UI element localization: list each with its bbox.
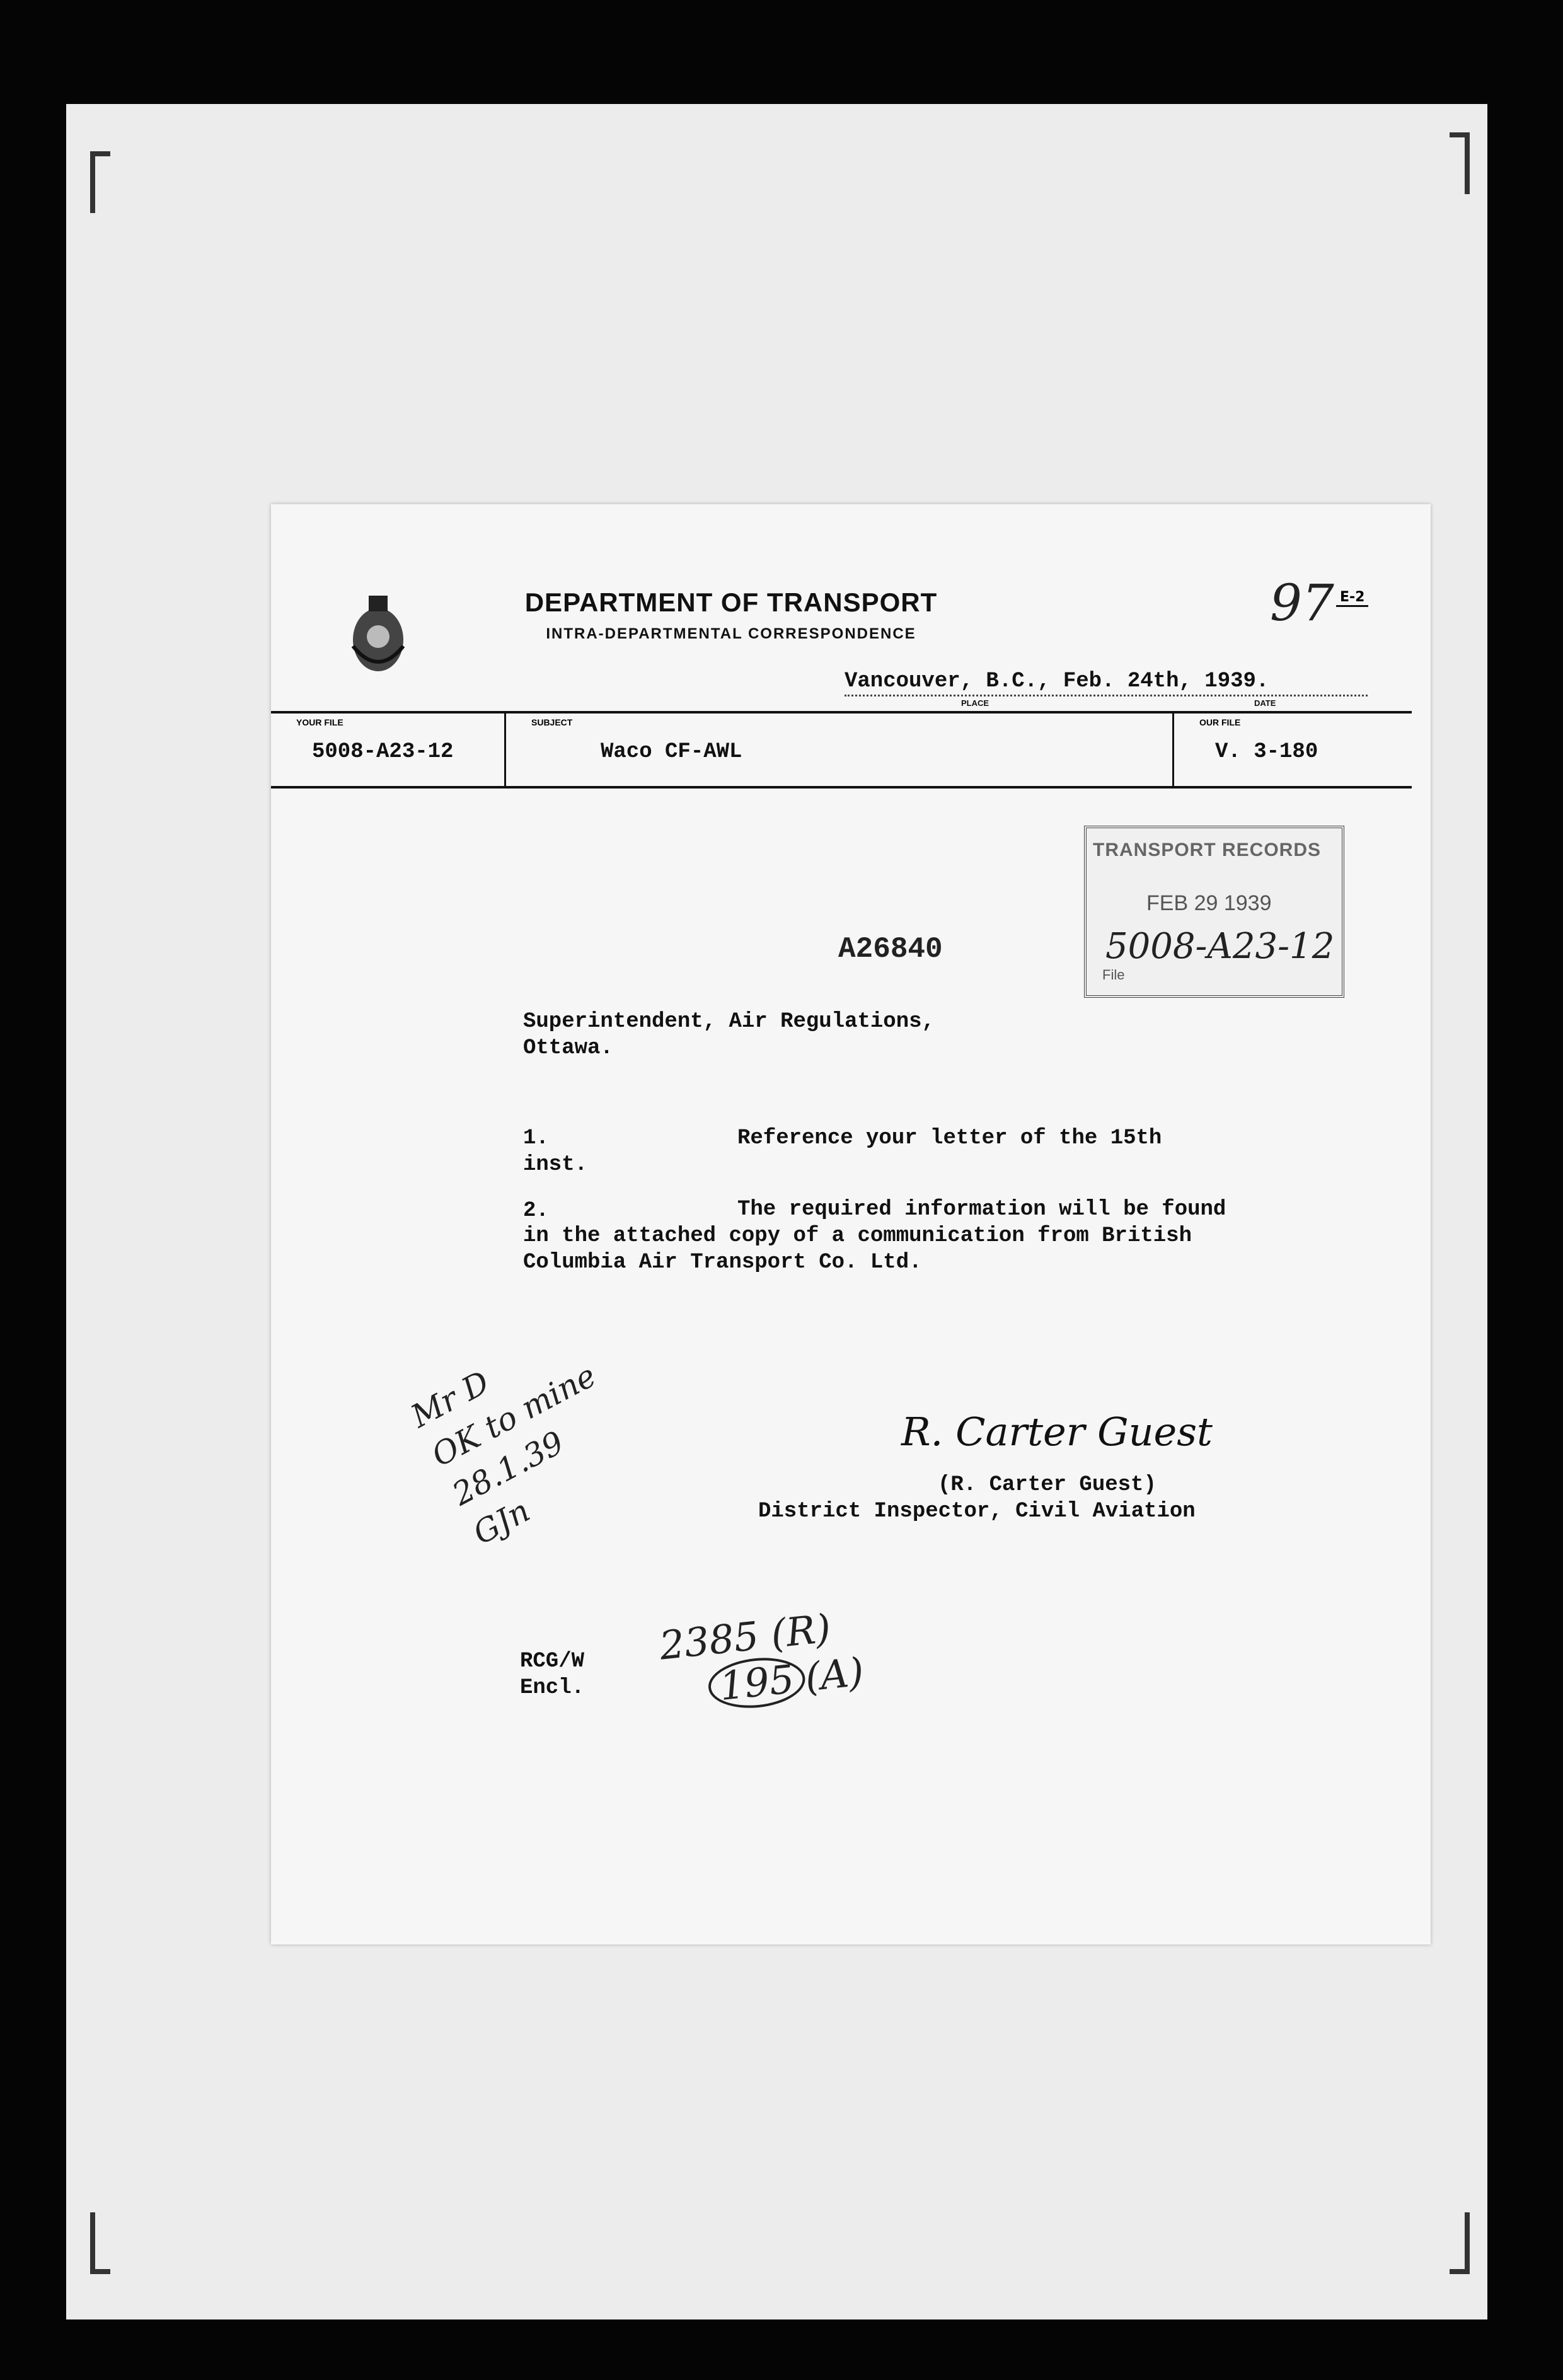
place-date-line: Vancouver, B.C., Feb. 24th, 1939. xyxy=(845,669,1368,696)
stamp-file-number: 5008-A23-12 xyxy=(1105,926,1335,967)
signatory-title: District Inspector, Civil Aviation xyxy=(758,1499,1196,1523)
date-label: DATE xyxy=(1254,698,1276,708)
stamp-header: TRANSPORT RECORDS xyxy=(1093,840,1322,860)
file-reference-band xyxy=(271,711,1412,789)
registry-number: A26840 xyxy=(838,933,943,966)
addressee-line-1: Superintendent, Air Regulations, xyxy=(523,1010,935,1034)
paragraph-2-line-1: The required information will be found xyxy=(737,1198,1226,1222)
signatory-name: (R. Carter Guest) xyxy=(938,1473,1156,1497)
subject-value: Waco CF-AWL xyxy=(601,740,742,764)
subject-label: SUBJECT xyxy=(531,717,573,727)
paragraph-1-number: 1. xyxy=(523,1126,549,1150)
stamp-date: FEB 29 1939 xyxy=(1146,891,1272,915)
department-title: DEPARTMENT OF TRANSPORT xyxy=(524,587,938,617)
correspondence-subtitle: INTRA-DEPARTMENTAL CORRESPONDENCE xyxy=(546,625,916,642)
paragraph-2-number: 2. xyxy=(523,1199,549,1223)
handwritten-margin-note: Mr D OK to mine 28.1.39 GJn xyxy=(405,1357,603,1552)
typist-initials: RCG/W xyxy=(520,1649,585,1673)
paragraph-2-line-3: Columbia Air Transport Co. Ltd. xyxy=(523,1251,922,1274)
paragraph-1-line-1: Reference your letter of the 15th xyxy=(737,1126,1162,1150)
crop-mark-top-left xyxy=(90,151,110,213)
hand-number-1: 2385 (R) xyxy=(657,1605,833,1669)
letter-page xyxy=(271,504,1431,1944)
crop-mark-bottom-left xyxy=(90,2212,110,2274)
your-file-cell xyxy=(271,713,506,786)
hand-number-2-suffix: (A) xyxy=(802,1648,867,1701)
crop-mark-top-right xyxy=(1450,132,1470,194)
crop-mark-bottom-right xyxy=(1450,2212,1470,2274)
folio-number: 97 xyxy=(1270,574,1334,632)
your-file-value: 5008-A23-12 xyxy=(312,740,454,764)
your-file-label: YOUR FILE xyxy=(296,717,343,727)
handwritten-signature: R. Carter Guest xyxy=(901,1409,1213,1455)
stamp-file-label: File xyxy=(1102,967,1125,983)
addressee-line-2: Ottawa. xyxy=(523,1036,613,1060)
hand-number-2-circled: 195 xyxy=(706,1653,808,1713)
our-file-cell xyxy=(1174,713,1412,786)
our-file-label: OUR FILE xyxy=(1199,717,1241,727)
records-stamp xyxy=(1084,826,1344,998)
subject-cell xyxy=(506,713,1174,786)
place-label: PLACE xyxy=(961,698,989,708)
our-file-value: V. 3-180 xyxy=(1215,740,1318,764)
paragraph-1-line-2: inst. xyxy=(523,1153,588,1177)
paragraph-2-line-2: in the attached copy of a communication from British xyxy=(523,1224,1192,1248)
enclosure-note: Encl. xyxy=(520,1676,585,1700)
handwritten-file-numbers xyxy=(657,1603,866,1717)
form-code: E-2 xyxy=(1336,589,1368,607)
